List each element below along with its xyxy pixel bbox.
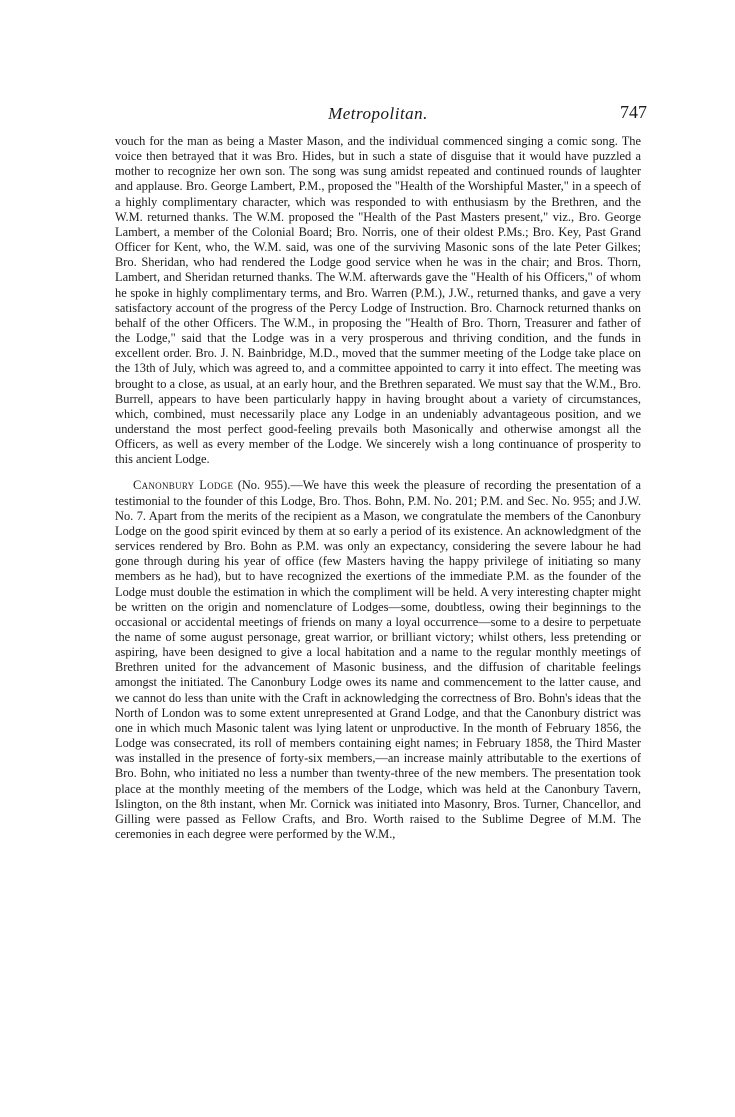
page bbox=[115, 100, 647, 842]
page-number: 747 bbox=[620, 102, 647, 122]
paragraph-canonbury-lodge bbox=[115, 478, 641, 842]
running-title: Metropolitan. bbox=[328, 104, 428, 123]
lodge-name-lead: Canonbury Lodge bbox=[133, 478, 234, 493]
running-head bbox=[115, 100, 647, 126]
paragraph-percy-lodge: vouch for the man as being a Master Mason, and the individual commenced singing a comic song. The voice then betrayed that it was Bro. Hides, but in such a state of disguise that it would have puzzled a mother to recognize her own son. The song was sung amidst repeated and continued rounds of laughter and applause. Bro. George Lambert, P.M., proposed the "Health of the Worshipful Master," in a speech of a highly complimentary character, which was responded to with enthusiasm by the Brethren, and the W.M. returned thanks. The W.M. proposed the "Health of the Past Masters present," viz., Bro. George Lambert, a member of the Colonial Board; Bro. Norris, one of their oldest P.Ms.; Bro. Key, Past Grand Officer for Kent, who, the W.M. said, was one of the surviving Masonic sons of the late Peter Gilkes; Bro. Sheridan, who had rendered the Lodge good service when he was in the chair; and Bros. Thorn, Lambert, and Sheridan returned thanks. The W.M. afterwards gave the "Health of his Officers," of whom he spoke in highly complimentary terms, and Bro. Warren (P.M.), J.W., returned thanks, and gave a very satisfactory account of the progress of the Percy Lodge of Instruction. Bro. Charnock returned thanks on behalf of the other Officers. The W.M., in proposing the "Health of Bro. Thorn, Treasurer and father of the Lodge," said that the Lodge was in a very prosperous and thriving condition, and the funds in excellent order. Bro. J. N. Bainbridge, M.D., moved that the summer meeting of the Lodge take place on the 13th of July, which was agreed to, and a committee appointed to carry it into effect. The meeting was brought to a close, as usual, at an early hour, and the Brethren separated. We must say that the W.M., Bro. Burrell, appears to have been particularly happy in having brought about a variety of circumstances, which, combined, must necessarily place any Lodge in an undeniably advantageous position, and we understand the most perfect good-feeling prevails both Masonically and otherwise amongst all the Officers, as well as every member of the Lodge. We sincerely wish a long continuance of prosperity to this ancient Lodge. bbox=[115, 134, 641, 467]
paragraph-body: (No. 955).—We have this week the pleasure of recording the presentation of a testimonial to the founder of this Lodge, Bro. Thos. Bohn, P.M. No. 201; P.M. and Sec. No. 955; and J.W. No. 7. Apart from the merits of the recipient as a Mason, we congratulate the members of the Canonbury Lodge on the good spirit evinced by them at so early a period of its existence. An acknowledgment of the services rendered by Bro. Bohn as P.M. was only an expectancy, considering the severe labour he had gone through during his year of office (few Masters having the happy privilege of initiating so many members as he had), but to have recognized the exertions of the immediate P.M. as the founder of the Lodge must double the estimation in which the compliment will be held. A very interesting chapter might be written on the origin and nomenclature of Lodges—some, doubtless, owing their beginnings to the occasional or accidental meetings of friends on many a loyal occurrence—some to a desire to perpetuate the name of some august personage, great warrior, or brilliant victory; whilst others, less pretending or aspiring, have been designed to give a local habitation and a name to the regular monthly meetings of Brethren united for the advancement of Masonic business, and the diffusion of charitable feelings amongst the initiated. The Canonbury Lodge owes its name and commencement to the latter cause, and we cannot do less than unite with the Craft in acknowledging the correctness of Bro. Bohn's ideas that the North of London was to some extent unrepresented at Grand Lodge, and that the Canonbury district was one in which much Masonic talent was lying latent or unproductive. In the month of February 1856, the Lodge was consecrated, its roll of members containing eight names; in February 1858, the Third Master was installed in the presence of forty-six members,—an increase mainly attributable to the exertions of Bro. Bohn, who initiated no less a number than twenty-three of the new members. The presentation took place at the monthly meeting of the members of the Lodge, which was held at the Canonbury Tavern, Islington, on the 8th instant, when Mr. Cornick was initiated into Masonry, Bros. Turner, Chancellor, and Gilling were passed as Fellow Crafts, and Bro. Worth raised to the Sublime Degree of M.M. The ceremonies in each degree were performed by the W.M., bbox=[115, 478, 641, 842]
